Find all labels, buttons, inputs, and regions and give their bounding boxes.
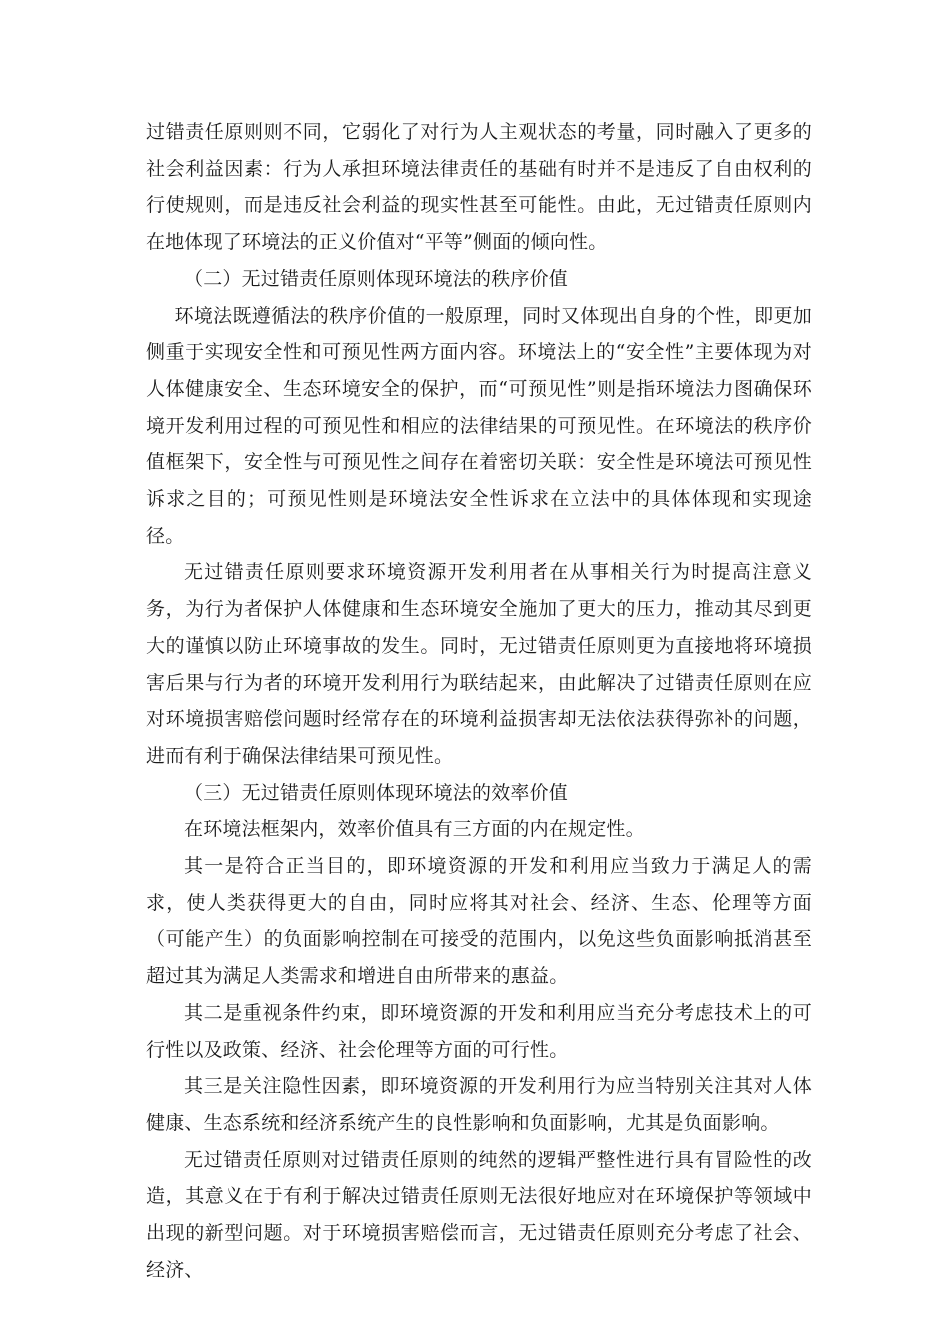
document-body	[146, 114, 812, 1289]
paragraph-efficiency-conclusion: 无过错责任原则对过错责任原则的纯然的逻辑严整性进行具有冒险性的改造，其意义在于有利于解决过错责任原则无法很好地应对在环境保护等领域中出现的新型问题。对于环境损害赔偿而言，无过错责任原则充分考虑了社会、经济、	[146, 1148, 812, 1281]
paragraph-order-value-intro: 环境法既遵循法的秩序价值的一般原理，同时又体现出自身的个性，即更加侧重于实现安全性和可预见性两方面内容。环境法上的“安全性”主要体现为对人体健康安全、生态环境安全的保护，而“可预见性”则是指环境法力图确保环境开发利用过程的可预见性和相应的法律结果的可预见性。在环境法的秩序价值框架下，安全性与可预见性之间存在着密切关联：安全性是环境法可预见性诉求之目的；可预见性则是环境法安全性诉求在立法中的具体体现和实现途径。	[146, 304, 812, 547]
paragraph-efficiency-point-3: 其三是关注隐性因素，即环境资源的开发利用行为应当特别关注其对人体健康、生态系统和经济系统产生的良性影响和负面影响，尤其是负面影响。	[146, 1075, 812, 1134]
section-heading-order-value: （二）无过错责任原则体现环境法的秩序价值	[184, 267, 569, 290]
paragraph-efficiency-point-1: 其一是符合正当目的，即环境资源的开发和利用应当致力于满足人的需求，使人类获得更大的自由，同时应将其对社会、经济、生态、伦理等方面（可能产生）的负面影响控制在可接受的范围内，以免这些负面影响抵消甚至超过其为满足人类需求和增进自由所带来的惠益。	[146, 855, 812, 988]
section-heading-efficiency-value: （三）无过错责任原则体现环境法的效率价值	[184, 781, 569, 804]
paragraph-continuation: 过错责任原则则不同，它弱化了对行为人主观状态的考量，同时融入了更多的社会利益因素：行为人承担环境法律责任的基础有时并不是违反了自由权利的行使规则，而是违反社会利益的现实性甚至可能性。由此，无过错责任原则内在地体现了环境法的正义价值对“平等”侧面的倾向性。	[146, 121, 812, 254]
paragraph-efficiency-intro: 在环境法框架内，效率价值具有三方面的内在规定性。	[184, 818, 645, 841]
paragraph-efficiency-point-2: 其二是重视条件约束，即环境资源的开发和利用应当充分考虑技术上的可行性以及政策、经济、社会伦理等方面的可行性。	[146, 1001, 812, 1061]
paragraph-order-value-analysis: 无过错责任原则要求环境资源开发利用者在从事相关行为时提高注意义务，为行为者保护人体健康和生态环境安全施加了更大的压力，推动其尽到更大的谨慎以防止环境事故的发生。同时，无过错责任原则更为直接地将环境损害后果与行为者的环境开发利用行为联结起来，由此解决了过错责任原则在应对环境损害赔偿问题时经常存在的环境利益损害却无法依法获得弥补的问题，进而有利于确保法律结果可预见性。	[146, 561, 812, 767]
